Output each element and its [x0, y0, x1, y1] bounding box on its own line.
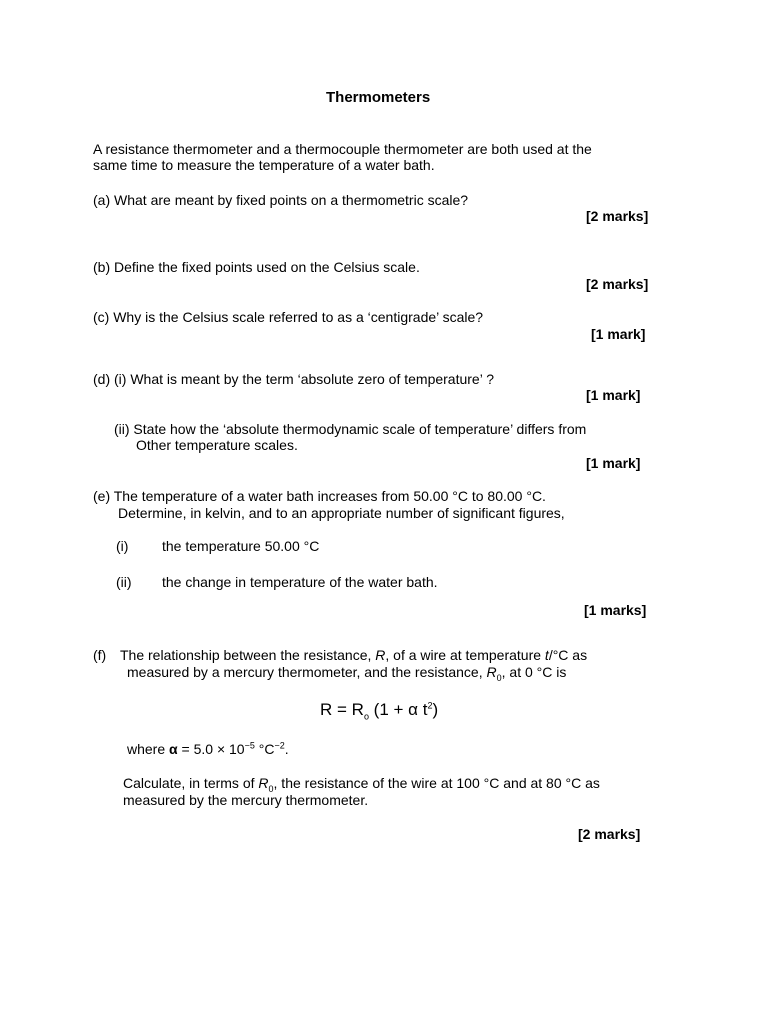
question-e-ii-text: the change in temperature of the water bath.	[162, 574, 438, 590]
marks-b: [2 marks]	[586, 276, 649, 292]
question-f-line-1: The relationship between the resistance, R, of a wire at temperature t/°C as	[120, 647, 588, 663]
page-title: Thermometers	[326, 89, 431, 106]
resistance-formula: $R = R_o$ (1 + α $t^2$)	[320, 700, 439, 722]
marks-e: [1 marks]	[584, 602, 647, 618]
question-e-i-label: (i)	[116, 538, 129, 554]
marks-d-ii: [1 mark]	[586, 455, 641, 471]
question-d-ii-line-1: (ii) State how the ‘absolute thermodynamic scale of temperature’ differs from	[114, 421, 587, 437]
question-f-calc-line-2: measured by the mercury thermometer.	[123, 792, 369, 808]
alpha-value-line: where $\alpha = 5.0 \times 10^{-5}$ $^\circ C^{-2}$.	[127, 740, 289, 757]
question-d-ii-line-2: Other temperature scales.	[136, 437, 298, 453]
marks-a: [2 marks]	[586, 208, 649, 224]
intro-line-1: A resistance thermometer and a thermocouple thermometer are both used at the	[93, 141, 592, 157]
question-f-label: (f)	[93, 647, 107, 663]
question-a: (a) What are meant by fixed points on a thermometric scale?	[93, 192, 469, 208]
marks-c: [1 mark]	[591, 326, 646, 342]
question-e-ii-label: (ii)	[116, 574, 132, 590]
question-d-i: (d) (i) What is meant by the term ‘absolute zero of temperature’ ?	[93, 371, 494, 387]
question-e-line-1: (e) The temperature of a water bath increases from 50.00 °C to 80.00 °C.	[93, 488, 546, 504]
question-f-line-2: measured by a mercury thermometer, and the resistance, $R_0$, at 0 °C is	[127, 664, 567, 683]
question-b: (b) Define the fixed points used on the Celsius scale.	[93, 259, 420, 275]
marks-d-i: [1 mark]	[586, 387, 641, 403]
marks-f: [2 marks]	[578, 826, 641, 842]
intro-line-2: same time to measure the temperature of a water bath.	[93, 157, 435, 173]
question-c: (c) Why is the Celsius scale referred to as a ‘centigrade’ scale?	[93, 309, 484, 325]
question-e-i-text: the temperature 50.00 °C	[162, 538, 320, 554]
question-e-line-2: Determine, in kelvin, and to an appropriate number of significant figures,	[118, 505, 565, 521]
question-f-calc-line-1: Calculate, in terms of $R_0$, the resistance of the wire at 100 °C and at 80 °C as	[123, 775, 600, 794]
